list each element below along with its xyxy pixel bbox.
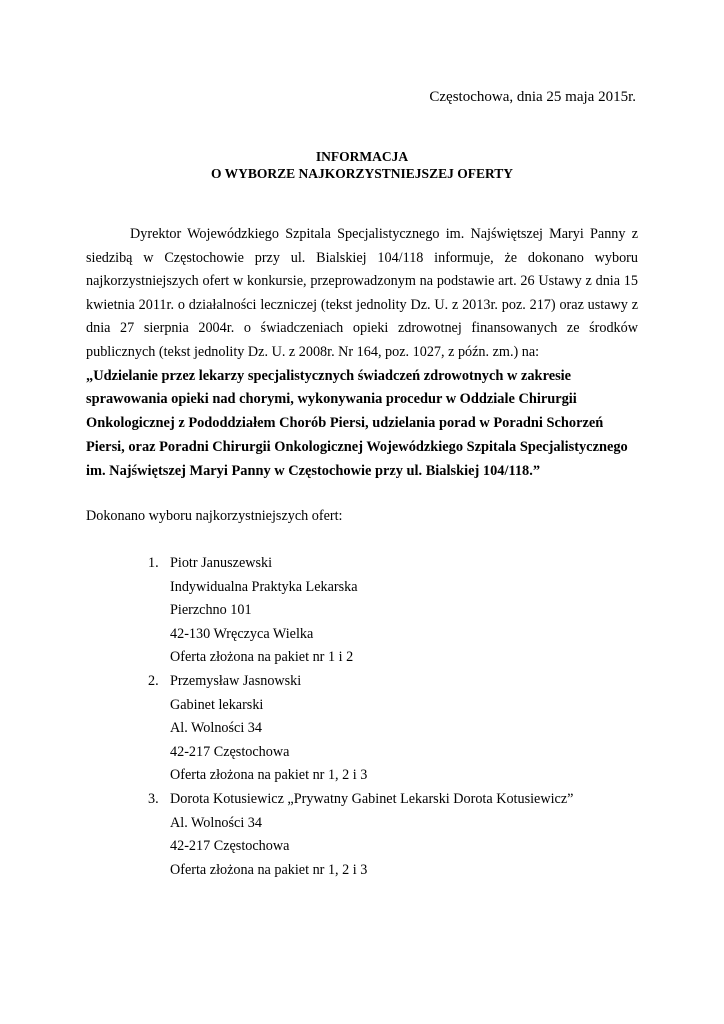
- document-body: [86, 223, 638, 484]
- offer-item: [148, 552, 668, 670]
- offer-number: 2.: [148, 672, 159, 689]
- offer-line: 42-130 Wręczyca Wielka: [170, 625, 314, 642]
- document-title: [0, 148, 724, 182]
- title-line-2: O WYBORZE NAJKORZYSTNIEJSZEJ OFERTY: [211, 166, 513, 181]
- offer-number: 1.: [148, 555, 159, 571]
- subject-line: sprawowania opieki nad chorymi, wykonywania procedur w Oddziale Chirurgii: [86, 391, 577, 408]
- offer-line: Piotr Januszewski: [170, 555, 273, 571]
- offer-line: 42-217 Częstochowa: [170, 838, 290, 855]
- subject-block: [86, 365, 638, 484]
- offer-number: 3.: [148, 790, 159, 807]
- offer-line: Oferta złożona na pakiet nr 1, 2 i 3: [170, 861, 368, 878]
- document-date: Częstochowa, dnia 25 maja 2015r.: [429, 89, 636, 105]
- offer-item: [148, 670, 668, 788]
- offer-line: 42-217 Częstochowa: [170, 743, 290, 760]
- offer-line: Al. Wolności 34: [170, 720, 262, 737]
- offer-line: Oferta złożona na pakiet nr 1, 2 i 3: [170, 767, 368, 784]
- offer-line: Przemysław Jasnowski: [170, 672, 302, 689]
- offer-item: [148, 788, 668, 882]
- offer-line: Gabinet lekarski: [170, 696, 264, 713]
- offer-line: Al. Wolności 34: [170, 814, 262, 831]
- offers-list: [148, 552, 668, 882]
- offer-line: Oferta złożona na pakiet nr 1 i 2: [170, 649, 354, 666]
- offer-line: Pierzchno 101: [170, 602, 252, 619]
- subject-line: „Udzielanie przez lekarzy specjalistycznych świadczeń zdrowotnych w zakresie: [86, 367, 572, 384]
- offer-line: Indywidualna Praktyka Lekarska: [170, 578, 358, 595]
- offer-line: Dorota Kotusiewicz „Prywatny Gabinet Lekarski Dorota Kotusiewicz”: [170, 790, 574, 807]
- subject-line: im. Najświętszej Maryi Panny w Częstochowie przy ul. Bialskiej 104/118.”: [86, 462, 541, 479]
- body-paragraph: Dyrektor Wojewódzkiego Szpitala Specjalistycznego im. Najświętszej Maryi Panny z siedzibą w Częstochowie przy ul. Bialskiej 104/118 informuje, że dokonano wyboru najkorzystniejszych ofert w konkursie, przeprowadzonym na podstawie art. 26 Ustawy z dnia 15 kwietnia 2011r. o działalności leczniczej (tekst jednolity Dz. U. z 2013r. poz. 217) oraz ustawy z dnia 27 sierpnia 2004r. o świadczeniach opieki zdrowotnej finansowanych ze środków publicznych (tekst jednolity Dz. U. z 2008r. Nr 164, poz. 1027, z późn. zm.) na:: [86, 226, 638, 360]
- subject-line: Onkologicznej z Pododdziałem Chorób Piersi, udzielania porad w Poradni Schorzeń: [86, 415, 604, 432]
- title-line-1: INFORMACJA: [315, 149, 409, 164]
- offers-intro: Dokonano wyboru najkorzystniejszych ofert:: [86, 508, 343, 524]
- subject-line: Piersi, oraz Poradni Chirurgii Onkologicznej Wojewódzkiego Szpitala Specjalistycznego: [86, 438, 628, 455]
